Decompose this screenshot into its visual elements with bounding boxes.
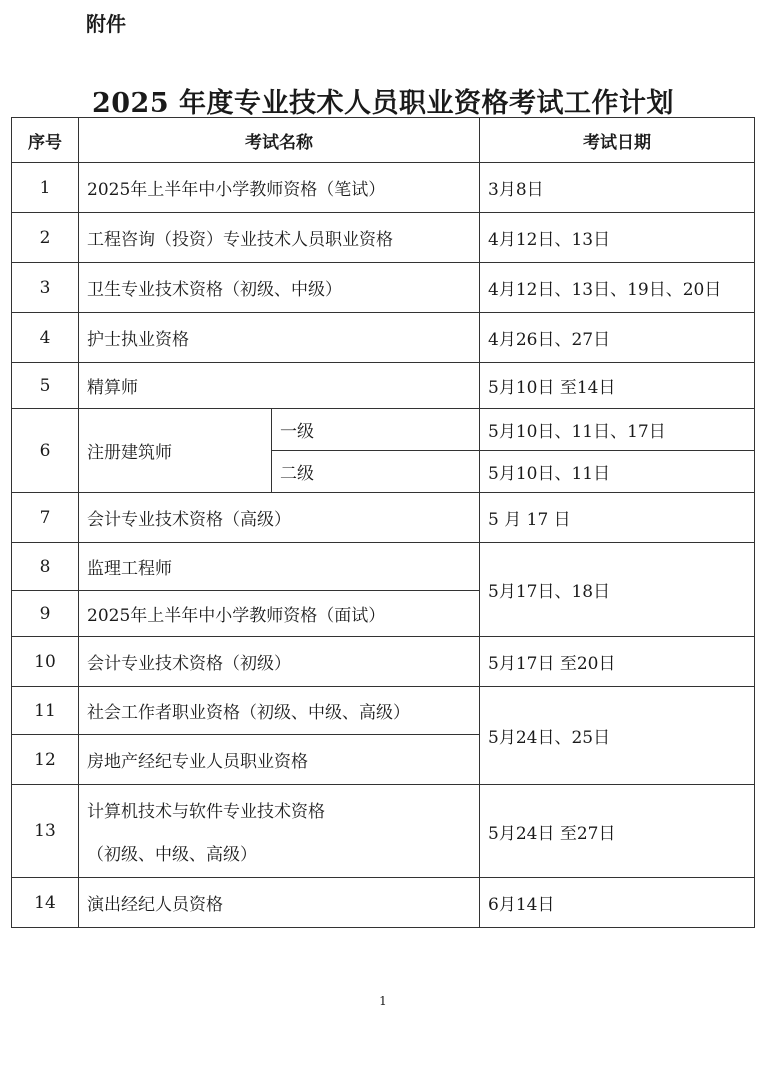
page-number: 1 [379,994,387,1008]
exam-date: 5 月 17 日 [480,493,755,543]
table-row [12,163,755,213]
header-name: 考试名称 [79,118,480,163]
row-number: 3 [12,263,79,313]
exam-name-line2: （初级、中级、高级） [87,845,257,865]
exam-date: 5月24日 至27日 [480,785,755,878]
row-number: 13 [12,785,79,878]
exam-name-line1: 计算机技术与软件专业技术资格 [87,802,325,822]
table-row [12,313,755,363]
exam-name: 护士执业资格 [79,313,480,363]
attachment-label: 附件 [86,12,126,36]
row-number: 1 [12,163,79,213]
exam-date: 4月26日、27日 [480,313,755,363]
exam-name [79,785,480,878]
exam-sub-level: 一级 [272,409,480,451]
row-number: 2 [12,213,79,263]
row-number: 9 [12,591,79,637]
table-row [12,543,755,591]
exam-schedule-table [11,117,755,928]
exam-name: 工程咨询（投资）专业技术人员职业资格 [79,213,480,263]
exam-date: 5月10日、11日 [480,451,755,493]
exam-date: 6月14日 [480,878,755,928]
row-number: 4 [12,313,79,363]
table-row [12,363,755,409]
table-row [12,213,755,263]
exam-name: 2025年上半年中小学教师资格（面试） [79,591,480,637]
exam-date: 5月24日、25日 [480,687,755,785]
row-number: 10 [12,637,79,687]
exam-name: 会计专业技术资格（高级） [79,493,480,543]
exam-name: 注册建筑师 [79,409,272,493]
row-number: 6 [12,409,79,493]
exam-name: 会计专业技术资格（初级） [79,637,480,687]
table-header-row [12,118,755,163]
page-title: 2025 年度专业技术人员职业资格考试工作计划 [91,88,675,119]
table-row [12,878,755,928]
exam-name: 房地产经纪专业人员职业资格 [79,735,480,785]
row-number: 11 [12,687,79,735]
header-date: 考试日期 [480,118,755,163]
row-number: 12 [12,735,79,785]
exam-name: 社会工作者职业资格（初级、中级、高级） [79,687,480,735]
exam-name: 演出经纪人员资格 [79,878,480,928]
exam-name: 监理工程师 [79,543,480,591]
exam-date: 3月8日 [480,163,755,213]
table-row [12,493,755,543]
exam-date: 5月10日 至14日 [480,363,755,409]
table-row [12,785,755,878]
exam-date: 4月12日、13日 [480,213,755,263]
exam-sub-level: 二级 [272,451,480,493]
exam-date: 5月17日、18日 [480,543,755,637]
exam-name: 精算师 [79,363,480,409]
table-row [12,687,755,735]
table-row [12,637,755,687]
row-number: 14 [12,878,79,928]
exam-date: 4月12日、13日、19日、20日 [480,263,755,313]
row-number: 7 [12,493,79,543]
exam-date: 5月17日 至20日 [480,637,755,687]
exam-date: 5月10日、11日、17日 [480,409,755,451]
table-row [12,409,755,451]
exam-name: 卫生专业技术资格（初级、中级） [79,263,480,313]
exam-name: 2025年上半年中小学教师资格（笔试） [79,163,480,213]
row-number: 5 [12,363,79,409]
table-row [12,263,755,313]
header-no: 序号 [12,118,79,163]
row-number: 8 [12,543,79,591]
